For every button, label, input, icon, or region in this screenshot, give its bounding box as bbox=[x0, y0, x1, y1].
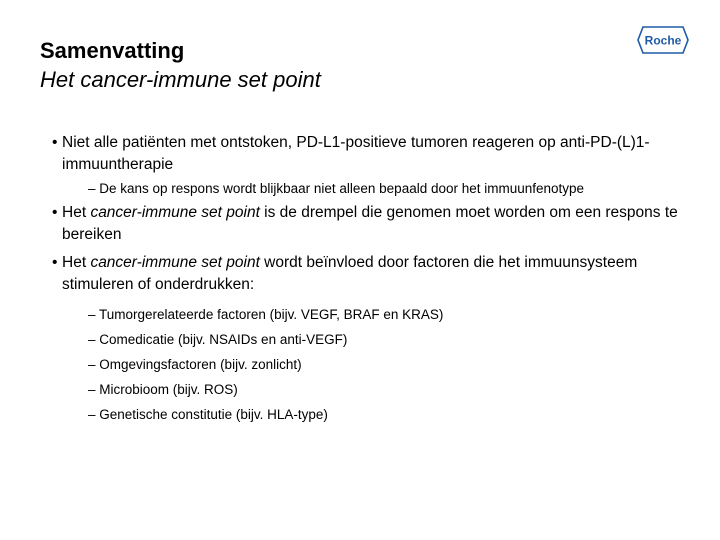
title-main: Samenvatting bbox=[40, 38, 185, 63]
bullet-2-post: is de drempel die genomen moet worden om een respons te bereiken bbox=[62, 204, 678, 243]
slide-body bbox=[52, 132, 692, 424]
sub-bullet: – Tumorgerelateerde factoren (bijv. VEGF, BRAF en KRAS) bbox=[88, 307, 444, 322]
bullet-3-emphasis: cancer-immune set point bbox=[90, 254, 260, 271]
sub-bullet: – De kans op respons wordt blijkbaar niet alleen bepaald door het immuunfenotype bbox=[88, 181, 585, 196]
sub-bullet: – Comedicatie (bijv. NSAIDs en anti-VEGF) bbox=[88, 332, 348, 347]
slide-title bbox=[40, 36, 321, 94]
bullet-glyph: • bbox=[52, 134, 58, 151]
bullet-3-post: wordt beïnvloed door factoren die het immuunsysteem stimuleren of onderdrukken: bbox=[62, 254, 638, 293]
bullet-1-text: Niet alle patiënten met ontstoken, PD-L1-positieve tumoren reageren op anti-PD-(L)1-immuuntherapie bbox=[62, 134, 650, 173]
bullet-3-pre: Het bbox=[62, 254, 91, 271]
bullet-2-emphasis: cancer-immune set point bbox=[90, 204, 260, 221]
sub-bullet: – Microbioom (bijv. ROS) bbox=[88, 382, 238, 397]
roche-logo bbox=[637, 26, 689, 54]
title-subtitle: Het cancer-immune set point bbox=[40, 67, 321, 92]
sub-bullet: – Genetische constitutie (bijv. HLA-type) bbox=[88, 407, 328, 422]
bullet-glyph: • bbox=[52, 204, 58, 221]
bullet-2-pre: Het bbox=[62, 204, 91, 221]
bullet-3 bbox=[52, 252, 692, 296]
sub-bullet: – Omgevingsfactoren (bijv. zonlicht) bbox=[88, 357, 302, 372]
bullet-2 bbox=[52, 202, 692, 246]
logo-text: Roche bbox=[644, 33, 682, 48]
bullet-1 bbox=[52, 132, 692, 176]
bullet-glyph: • bbox=[52, 254, 58, 271]
